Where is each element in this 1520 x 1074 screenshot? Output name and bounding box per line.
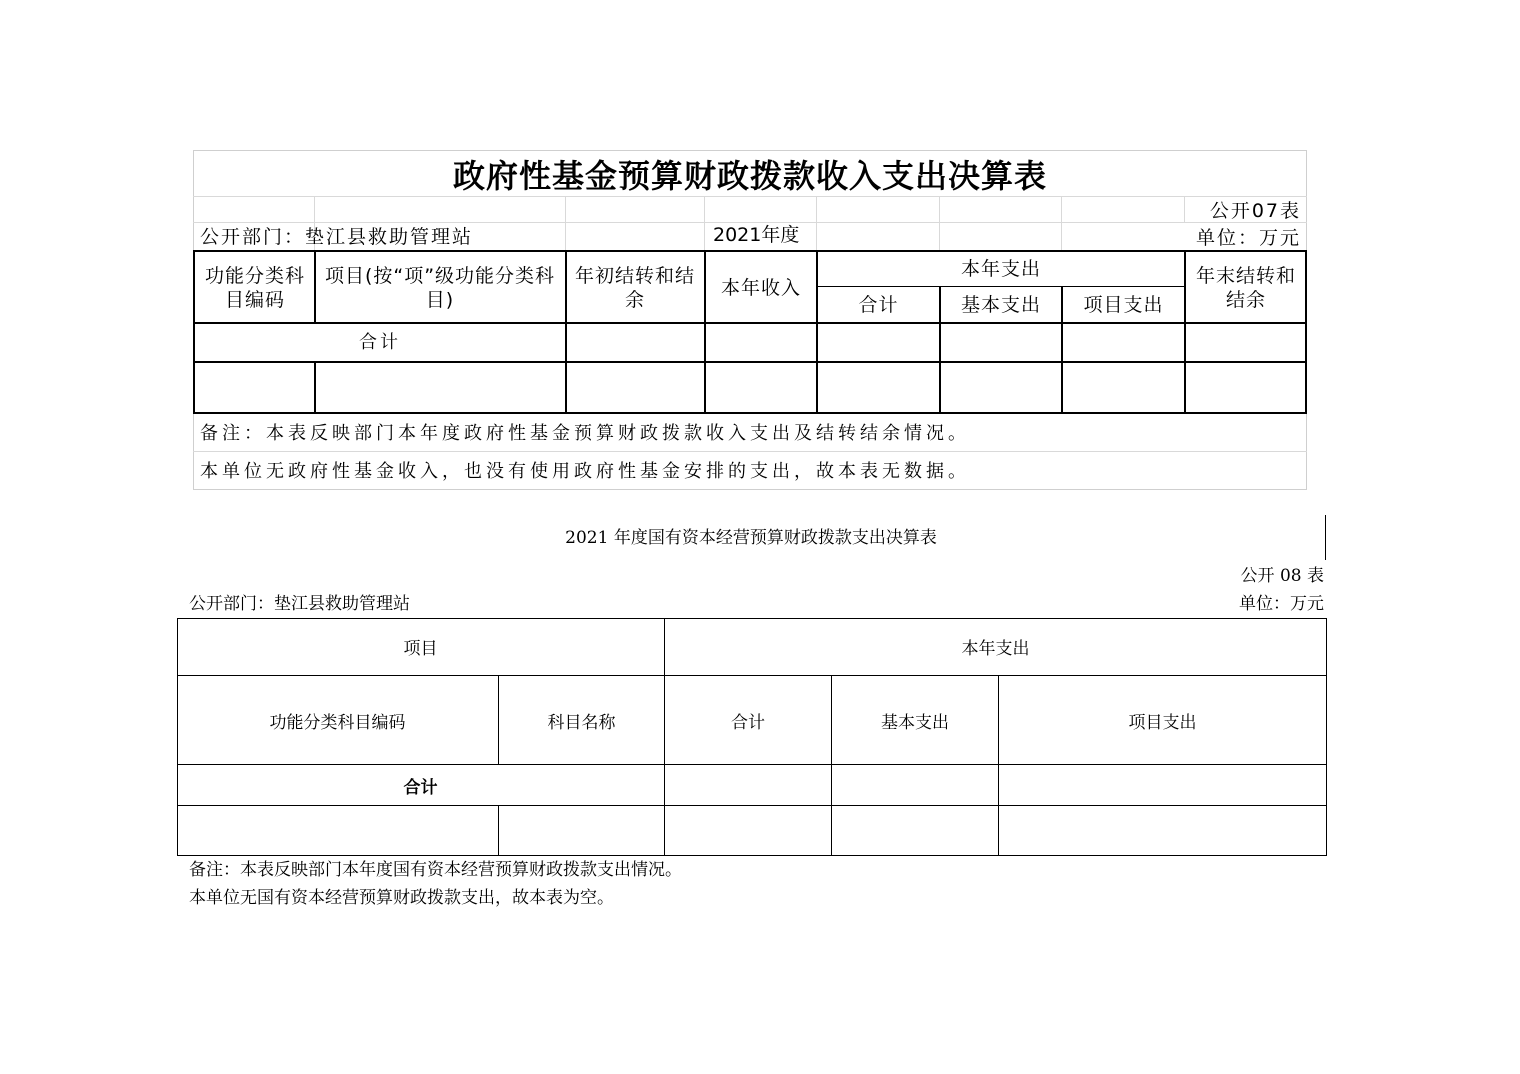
header-name: 科目名称 <box>547 712 616 733</box>
table-07-note-2: 本单位无政府性基金收入，也没有使用政府性基金安排的支出，故本表无数据。 <box>200 461 970 482</box>
table-08-form-no: 公开 08 表 <box>1240 566 1324 586</box>
border <box>816 286 1184 287</box>
border <box>704 250 706 414</box>
border <box>498 805 499 856</box>
border <box>1326 618 1327 856</box>
header-item: 项目 <box>403 639 438 659</box>
gridline <box>565 196 566 250</box>
total-row-label: 合计 <box>359 331 401 353</box>
header-project: 项目支出 <box>1083 294 1164 316</box>
gridline <box>939 196 940 250</box>
table-07-form-no: 公开07表 <box>1209 200 1301 222</box>
border <box>193 361 1307 363</box>
header-code: 功能分类科目编码 <box>269 712 406 733</box>
table-08 <box>177 618 1327 856</box>
border <box>565 250 567 414</box>
table-08-note-1: 备注：本表反映部门本年度国有资本经营预算财政拨款支出情况。 <box>189 860 682 880</box>
table-07 <box>193 150 1307 490</box>
border <box>177 855 1327 856</box>
gridline <box>816 196 817 250</box>
table-07-title: 政府性基金预算财政拨款收入支出决算表 <box>452 157 1047 195</box>
header-item: 项目(按“项”级功能分类科目) <box>324 265 556 311</box>
table-08-dept-label: 公开部门：垫江县救助管理站 <box>189 594 410 614</box>
table-07-unit: 单位：万元 <box>1195 227 1301 249</box>
gridline <box>193 451 1307 452</box>
border <box>1184 250 1186 414</box>
header-basic: 基本支出 <box>881 712 949 733</box>
border <box>177 805 1327 806</box>
header-project: 项目支出 <box>1128 712 1197 733</box>
header-total: 合计 <box>858 294 899 316</box>
table-07-note-1: 备注：本表反映部门本年度政府性基金预算财政拨款收入支出及结转结余情况。 <box>200 423 970 444</box>
table-08-unit: 单位：万元 <box>1239 594 1324 614</box>
header-total: 合计 <box>731 712 765 733</box>
header-income: 本年收入 <box>720 277 801 299</box>
gridline <box>704 196 705 250</box>
table-07-year: 2021年度 <box>713 224 800 246</box>
header-basic: 基本支出 <box>960 294 1041 316</box>
border <box>193 412 1307 414</box>
border <box>314 361 316 414</box>
gridline <box>1061 196 1062 250</box>
border <box>1305 250 1307 414</box>
header-end-balance: 年末结转和结余 <box>1195 265 1296 311</box>
header-expense-group: 本年支出 <box>961 639 1030 659</box>
total-row-label: 合计 <box>403 777 438 798</box>
header-code: 功能分类科目编码 <box>204 265 305 311</box>
table-07-dept-label: 公开部门：垫江县救助管理站 <box>200 226 474 248</box>
header-begin-balance: 年初结转和结余 <box>574 265 695 311</box>
table-08-note-2: 本单位无国有资本经营预算财政拨款支出，故本表为空。 <box>189 888 614 908</box>
table-08-title: 2021 年度国有资本经营预算财政拨款支出决算表 <box>565 528 937 548</box>
header-expense-group: 本年支出 <box>960 258 1041 280</box>
border <box>314 250 316 323</box>
gridline <box>1184 196 1185 223</box>
